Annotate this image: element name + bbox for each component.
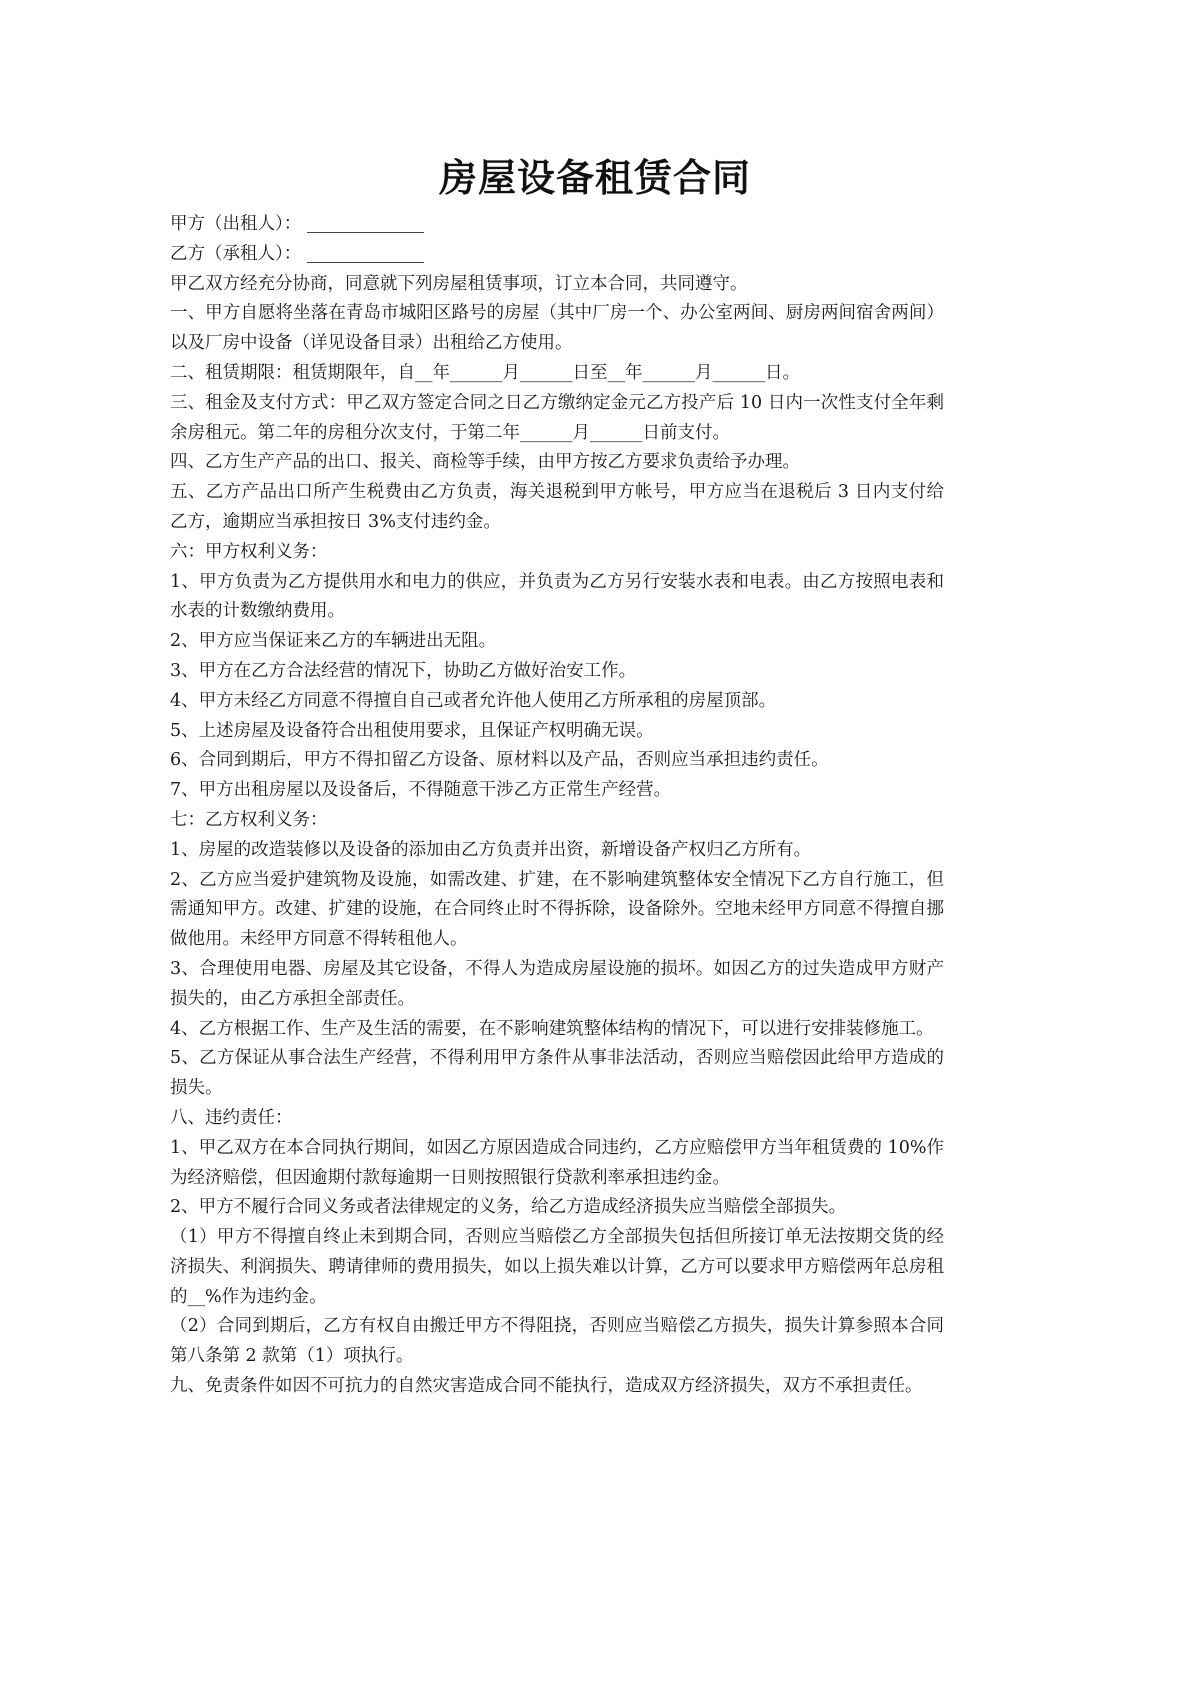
- section-7-heading: 七：乙方权利义务：: [170, 809, 328, 830]
- section-8-item-2: 2、甲方不履行合同义务或者法律规定的义务，给乙方造成经济损失应当赔偿全部损失。: [170, 1197, 847, 1218]
- section-7-item-2: 2、乙方应当爱护建筑物及设施，如需改建、扩建，在不影响建筑整体安全情况下乙方自行施工，但需通知甲方。改建、扩建的设施，在合同终止时不得拆除，设备除外。空地未经甲方同意不得擅自挪做他用。未经甲方同意不得转租他人。: [170, 869, 944, 950]
- section-6-item-5: 5、上述房屋及设备符合出租使用要求，且保证产权明确无误。: [170, 720, 654, 741]
- section-6-item-4: 4、甲方未经乙方同意不得擅自自己或者允许他人使用乙方所承租的房屋顶部。: [170, 690, 777, 711]
- section-8-item-2-sub-2: （2）合同到期后，乙方有权自由搬迁甲方不得阻挠，否则应当赔偿乙方损失，损失计算参照本合同第八条第 2 款第（1）项执行。: [170, 1316, 944, 1367]
- section-8-item-2-sub-1: （1）甲方不得擅自终止未到期合同，否则应当赔偿乙方全部损失包括但所接订单无法按期交货的经济损失、利润损失、聘请律师的费用损失，如以上损失难以计算，乙方可以要求甲方赔偿两年总房租的__%作为违约金。: [170, 1227, 944, 1307]
- document-title: 房屋设备租赁合同: [438, 155, 751, 200]
- section-7-item-4: 4、乙方根据工作、生产及生活的需要，在不影响建筑整体结构的情况下，可以进行安排装修施工。: [170, 1018, 934, 1039]
- section-6-heading: 六：甲方权利义务：: [170, 541, 328, 562]
- party-a-line: [170, 210, 944, 240]
- party-b-line: [170, 240, 944, 270]
- clause-5-tax-refund: 五、乙方产品出口所产生税费由乙方负责，海关退税到甲方帐号，甲方应当在退税后 3 日内支付给乙方，逾期应当承担按日 3%支付违约金。: [170, 482, 944, 532]
- section-6-item-7: 7、甲方出租房屋以及设备后，不得随意干涉乙方正常生产经营。: [170, 780, 672, 801]
- document-body: [170, 210, 944, 1402]
- party-a-blank-field[interactable]: [307, 212, 424, 233]
- section-6-item-6: 6、合同到期后，甲方不得扣留乙方设备、原材料以及产品，否则应当承担违约责任。: [170, 750, 829, 771]
- section-7-item-1: 1、房屋的改造装修以及设备的添加由乙方负责并出资，新增设备产权归乙方所有。: [170, 839, 812, 860]
- section-6-item-2: 2、甲方应当保证来乙方的车辆进出无阻。: [170, 631, 497, 652]
- section-6-item-1: 1、甲方负责为乙方提供用水和电力的供应，并负责为乙方另行安装水表和电表。由乙方按照电表和水表的计数缴纳费用。: [170, 571, 944, 622]
- clause-4-export-procedures: 四、乙方生产产品的出口、报关、商检等手续，由甲方按乙方要求负责给予办理。: [170, 452, 800, 473]
- preamble-paragraph: 甲乙双方经充分协商，同意就下列房屋租赁事项，订立本合同，共同遵守。: [170, 273, 748, 294]
- section-8-item-1: 1、甲乙双方在本合同执行期间，如因乙方原因造成合同违约，乙方应赔偿甲方当年租赁费的 10%作为经济赔偿，但因逾期付款每逾期一日则按照银行贷款利率承担违约金。: [170, 1137, 944, 1188]
- clause-2-lease-term: 二、租赁期限：租赁期限年，自__年______月______日至__年______月______日。: [170, 362, 800, 383]
- party-b-label: 乙方（承租人）：: [170, 243, 302, 264]
- section-7-item-5: 5、乙方保证从事合法生产经营，不得利用甲方条件从事非法活动，否则应当赔偿因此给甲方造成的损失。: [170, 1048, 944, 1099]
- party-a-label: 甲方（出租人）：: [170, 214, 302, 234]
- section-8-heading: 八、违约责任：: [170, 1107, 293, 1128]
- clause-1-premises: 一、甲方自愿将坐落在青岛市城阳区路号的房屋（其中厂房一个、办公室两间、厨房两间宿舍两间）以及厂房中设备（详见设备目录）出租给乙方使用。: [170, 303, 944, 354]
- section-7-item-3: 3、合理使用电器、房屋及其它设备，不得人为造成房屋设施的损坏。如因乙方的过失造成甲方财产损失的，由乙方承担全部责任。: [170, 958, 944, 1009]
- party-b-blank-field[interactable]: [307, 242, 424, 263]
- section-6-item-3: 3、甲方在乙方合法经营的情况下，协助乙方做好治安工作。: [170, 660, 637, 681]
- section-9-force-majeure: 九、免责条件如因不可抗力的自然灾害造成合同不能执行，造成双方经济损失，双方不承担责任。: [170, 1376, 923, 1397]
- clause-3-rent-payment: 三、租金及支付方式：甲乙双方签定合同之日乙方缴纳定金元乙方投产后 10 日内一次性支付全年剩余房租元。第二年的房租分次支付，于第二年______月______日前支付。: [170, 392, 944, 443]
